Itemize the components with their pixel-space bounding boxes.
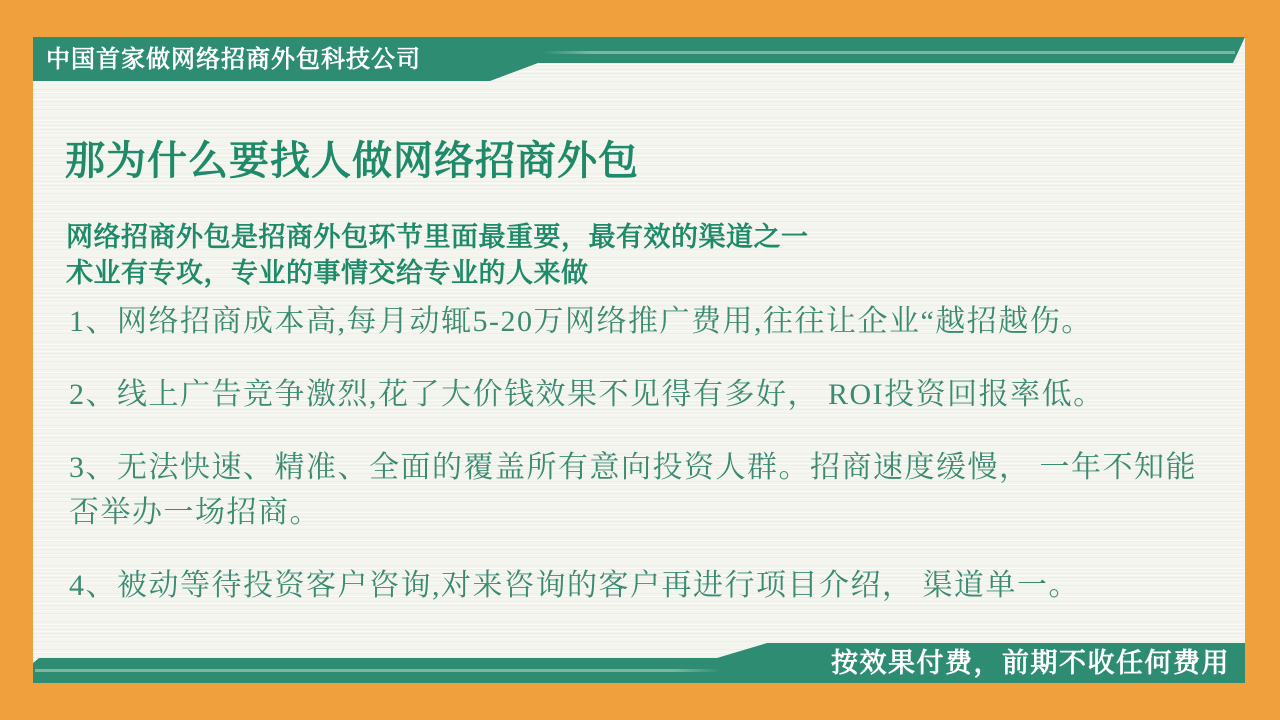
point-2: 2、线上广告竞争激烈,花了大价钱效果不见得有多好， ROI投资回报率低。 — [69, 378, 1105, 411]
footer-ribbon — [33, 643, 1245, 683]
subtitle-line-2: 术业有专攻，专业的事情交给专业的人来做 — [66, 258, 589, 288]
slide-subtitle — [66, 219, 809, 291]
slide-content — [33, 37, 1245, 683]
point-1: 1、网络招商成本高,每月动辄5-20万网络推广费用,往往让企业“越招越伤。 — [69, 305, 1093, 338]
bullet-points — [69, 299, 1219, 636]
page-title: 那为什么要找人做网络招商外包 — [65, 139, 639, 183]
point-3: 3、无法快速、精准、全面的覆盖所有意向投资人群。招商速度缓慢， 一年不知能否举办一场招商。 — [69, 451, 1197, 529]
subtitle-line-1: 网络招商外包是招商外包环节里面最重要，最有效的渠道之一 — [66, 222, 809, 252]
header-ribbon-highlight-line — [543, 51, 1235, 54]
footer-ribbon-label: 按效果付费，前期不收任何费用 — [831, 648, 1230, 678]
footer-ribbon-highlight-line — [35, 669, 721, 672]
header-ribbon-label: 中国首家做网络招商外包科技公司 — [46, 46, 421, 73]
header-ribbon — [33, 37, 1245, 81]
point-4: 4、被动等待投资客户咨询,对来咨询的客户再进行项目介绍， 渠道单一。 — [69, 569, 1080, 602]
